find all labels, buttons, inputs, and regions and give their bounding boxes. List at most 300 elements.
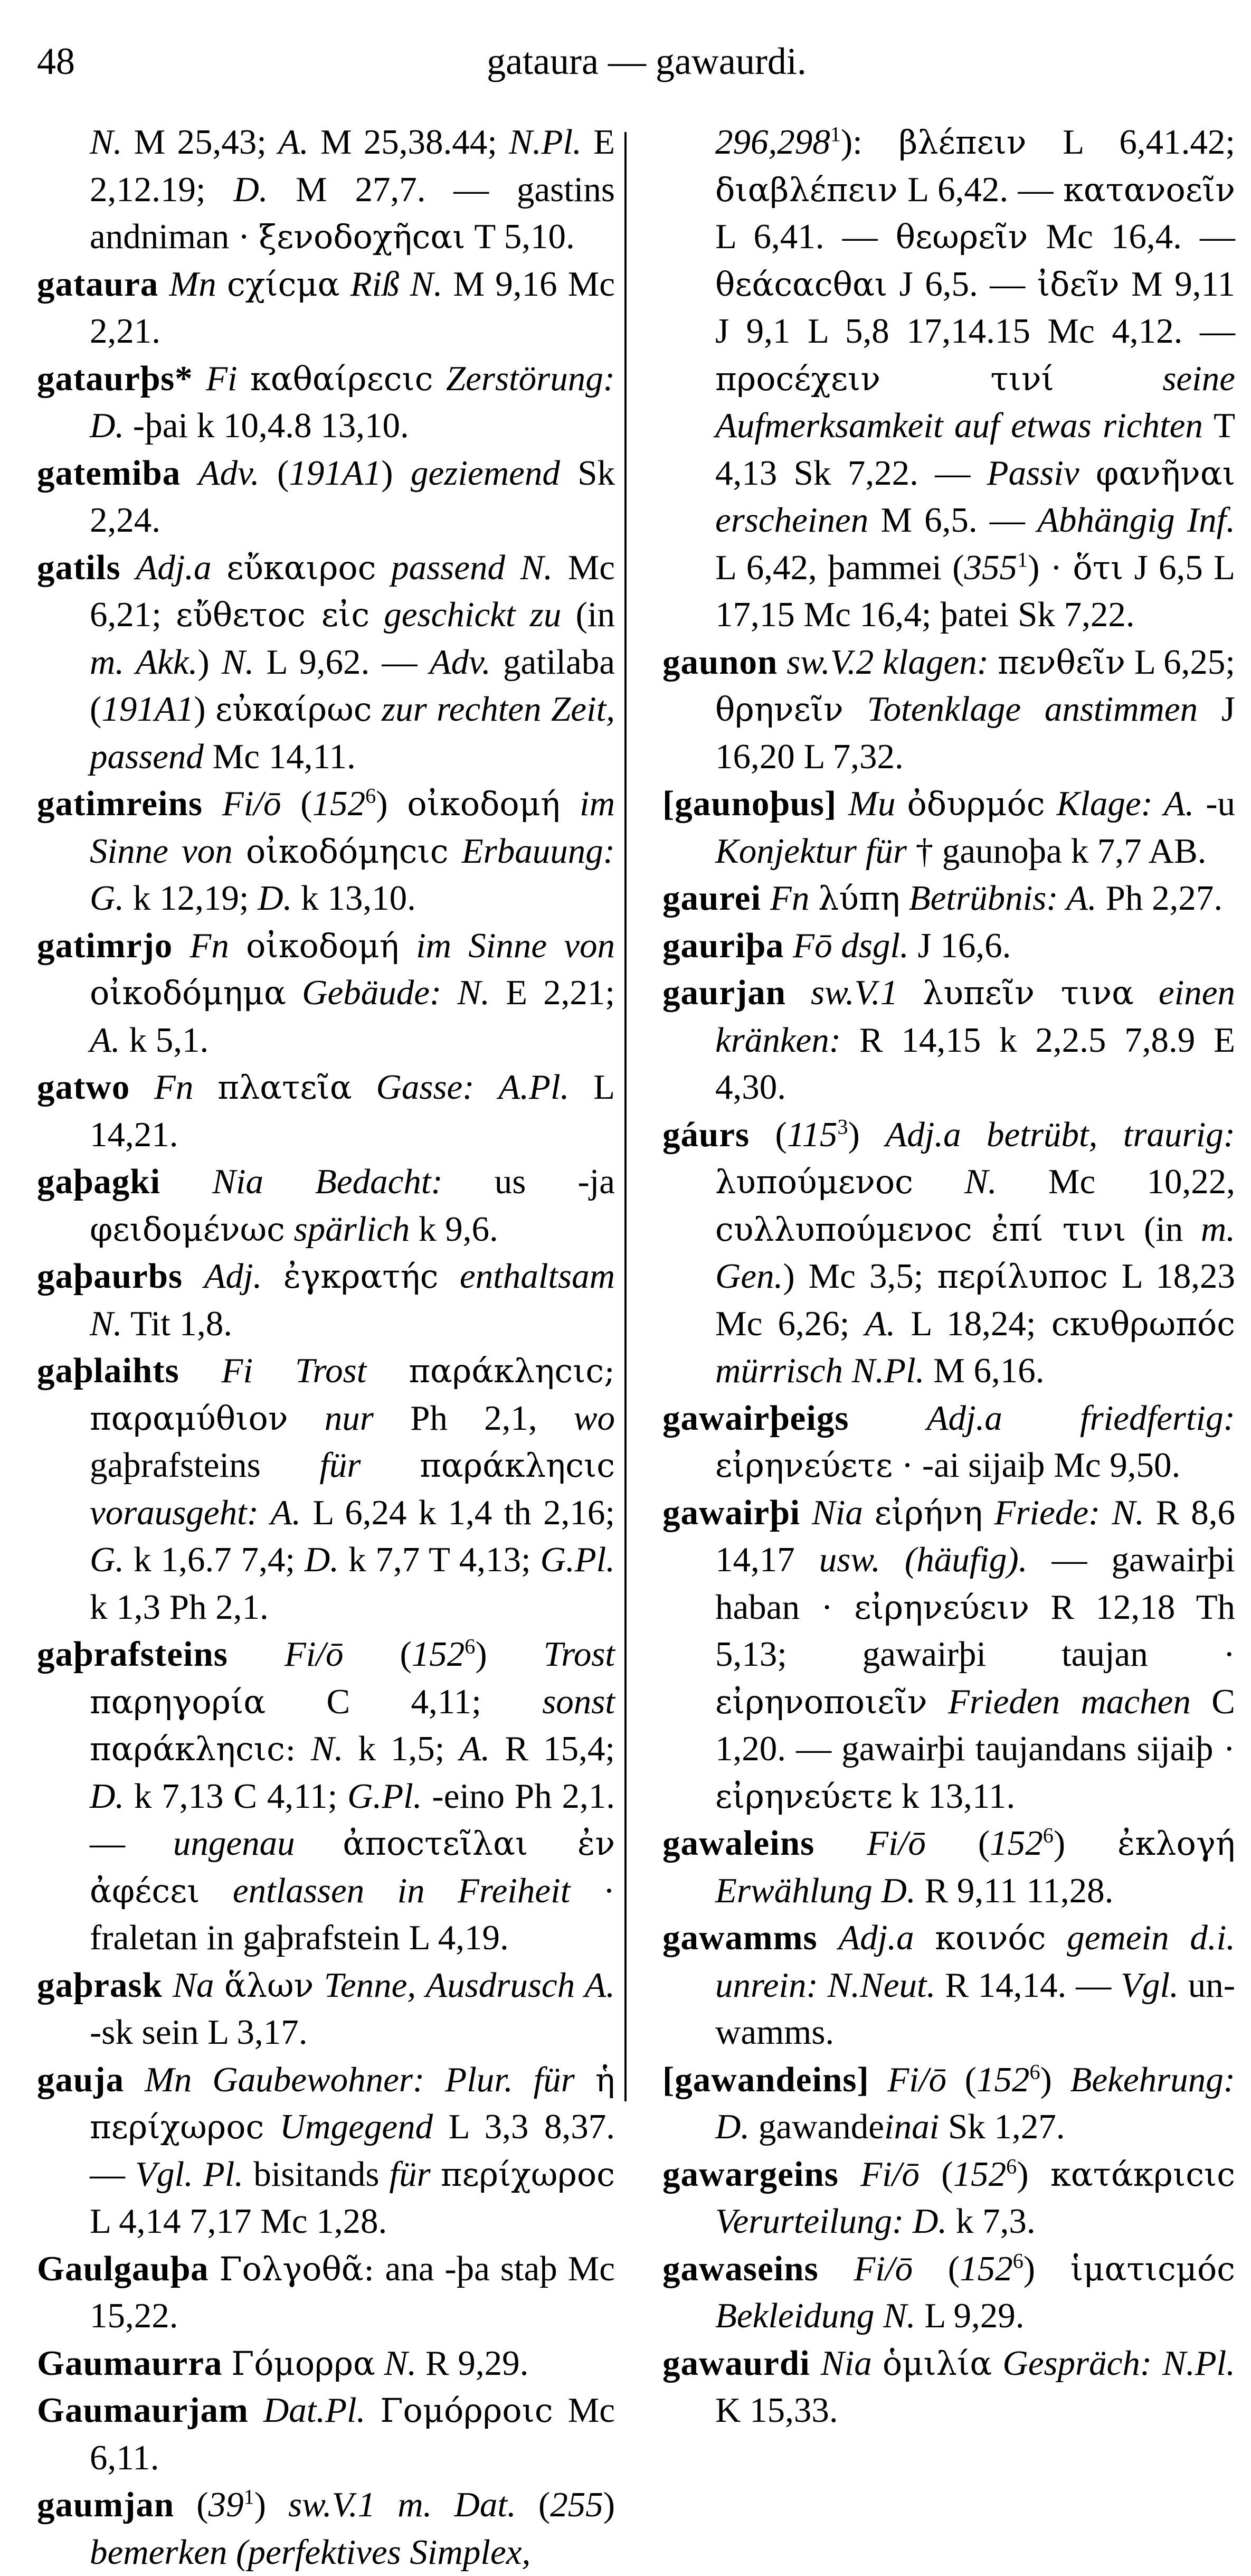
- dictionary-entry: [37, 1064, 615, 1158]
- italic-gloss: A.: [90, 1020, 120, 1060]
- italic-gloss: Riß: [350, 264, 400, 304]
- entry-text: K 15,33.: [715, 2391, 838, 2430]
- entry-text: [121, 548, 136, 587]
- italic-gloss: 152: [312, 784, 366, 823]
- entry-continuation: [662, 119, 1235, 639]
- italic-gloss: Konjektur für: [715, 831, 907, 871]
- entry-text: Mc 10,22,: [997, 1162, 1236, 1201]
- entry-text: [130, 1068, 154, 1107]
- entry-text: -sk sein L 3,17.: [90, 2013, 308, 2052]
- entry-text: [183, 1257, 204, 1296]
- italic-gloss: N.: [384, 2343, 417, 2383]
- entry-text: Tit 1,8.: [122, 1304, 233, 1343]
- entry-text: gatilaba (: [90, 642, 615, 729]
- entry-text: [839, 2155, 860, 2194]
- entry-text: M 27,7. — gastins andniman ·: [90, 169, 615, 256]
- entry-text: ) ·: [1028, 548, 1073, 587]
- entry-text: [863, 1493, 875, 1532]
- entry-text: Sk 2,24.: [90, 453, 615, 540]
- italic-gloss: sw.V.2 klagen:: [786, 642, 989, 682]
- entry-text: ): [848, 1115, 886, 1154]
- italic-gloss: einen kränken:: [715, 973, 1235, 1060]
- italic-gloss: Fi Trost: [221, 1351, 367, 1390]
- headword: Gaumaurjam: [37, 2391, 249, 2430]
- greek-text: ὅτι: [1073, 548, 1124, 587]
- headword: Gaulgauþa: [37, 2249, 209, 2288]
- greek-text: προϲέχειν τινί: [715, 359, 1054, 398]
- entry-text: (: [174, 2485, 209, 2524]
- italic-gloss: N.: [964, 1162, 997, 1201]
- headword: gaþrafsteins: [37, 1635, 228, 1674]
- italic-gloss: Friede: N.: [994, 1493, 1144, 1532]
- italic-gloss: Fn: [770, 879, 810, 918]
- entry-text: M 6,16.: [924, 1351, 1045, 1390]
- greek-text: οἰκοδομή: [407, 785, 561, 823]
- entry-text: [431, 2155, 441, 2194]
- entry-text: † gaunoþa k 7,7 AB.: [906, 831, 1207, 871]
- italic-gloss: 355: [964, 548, 1018, 587]
- entry-text: bisitands: [243, 2154, 390, 2194]
- superscript: 6: [365, 784, 376, 808]
- italic-gloss: sw.V.1: [811, 973, 898, 1012]
- headword: gawamms: [662, 1918, 818, 1957]
- entry-text: L 6,42, þammei (: [715, 548, 964, 587]
- italic-gloss: Umgegend: [279, 2107, 433, 2146]
- entry-text: [361, 1446, 420, 1485]
- entry-text: [800, 1493, 812, 1532]
- italic-gloss: 152: [990, 1824, 1043, 1863]
- italic-gloss: D.: [304, 1540, 339, 1579]
- italic-gloss: Tenne, Ausdrusch A.: [324, 1965, 615, 2005]
- entry-text: [365, 2391, 380, 2430]
- greek-text: ἅλων: [224, 1966, 314, 2005]
- entry-text: -þai k 10,4.8 13,10.: [124, 406, 409, 445]
- entry-text: ): [197, 642, 222, 682]
- entry-text: · fraletan in gaþrafstein L 4,19.: [90, 1871, 615, 1957]
- italic-gloss: Gespräch: N.Pl.: [1002, 2343, 1236, 2383]
- greek-text: θεωρεῖν: [895, 218, 1028, 256]
- dictionary-entry: [37, 2387, 615, 2481]
- dictionary-entry: [662, 2151, 1235, 2245]
- dictionary-entry: [37, 1347, 615, 1631]
- entry-text: k 7,3.: [947, 2202, 1036, 2241]
- italic-gloss: Gasse:: [376, 1068, 475, 1107]
- entry-text: [352, 1068, 376, 1107]
- entry-text: E 2,12.19;: [90, 122, 615, 209]
- entry-text: ): [254, 2485, 289, 2524]
- headword: gawairþi: [662, 1493, 801, 1532]
- entry-text: ): [603, 2485, 615, 2524]
- italic-gloss: 152: [953, 2154, 1007, 2194]
- entry-text: L 14,21.: [90, 1068, 615, 1154]
- entry-text: [209, 2249, 220, 2288]
- dictionary-entry: [662, 1395, 1235, 1489]
- superscript: 6: [1012, 2249, 1023, 2273]
- dictionary-entry: [662, 2056, 1235, 2151]
- entry-text: [193, 1068, 217, 1107]
- greek-text: οἰκοδόμημα: [90, 974, 286, 1012]
- italic-gloss: Fi/ō: [854, 2249, 913, 2288]
- headword: gawairþeigs: [662, 1398, 849, 1438]
- entry-text: [778, 643, 786, 682]
- entry-text: (: [913, 2249, 960, 2288]
- entry-text: [376, 548, 391, 587]
- entry-text: [837, 784, 848, 823]
- entry-text: [438, 1257, 460, 1296]
- italic-gloss: Nia Bedacht:: [212, 1162, 443, 1201]
- superscript: 1: [1017, 548, 1028, 572]
- entry-continuation: [37, 119, 615, 261]
- dictionary-entry: [37, 1158, 615, 1253]
- entry-text: [433, 359, 446, 398]
- dictionary-entry: [662, 1820, 1235, 1914]
- entry-text: k 13,10.: [292, 879, 416, 918]
- entry-text: ): [1040, 2060, 1070, 2099]
- italic-gloss: Frieden machen: [947, 1682, 1191, 1721]
- headword: gataurþs*: [37, 358, 193, 398]
- dictionary-entry: [37, 2245, 615, 2340]
- entry-text: k 1,5;: [343, 1729, 460, 1768]
- entry-text: [399, 926, 416, 965]
- entry-text: [314, 1966, 324, 2005]
- italic-gloss: Erwählung D.: [715, 1871, 916, 1910]
- headword: gaþrask: [37, 1965, 163, 2005]
- headword: gatils: [37, 548, 121, 587]
- greek-text: ἱματιϲμόϲ: [1070, 2249, 1236, 2288]
- italic-gloss: Na: [173, 1965, 214, 2005]
- italic-gloss: 191A1: [101, 690, 194, 729]
- italic-gloss: Adj.a friedfertig:: [926, 1398, 1235, 1438]
- entry-text: [441, 973, 457, 1012]
- greek-text: οἰκοδομή: [246, 926, 399, 965]
- italic-gloss: Adj.a betrübt, traurig:: [885, 1115, 1236, 1154]
- greek-text: ἀποϲτεῖλαι ἐν ἀφέϲει: [90, 1824, 615, 1910]
- entry-text: (in: [561, 595, 615, 634]
- entry-text: L 6,41.42;: [1026, 122, 1235, 162]
- greek-text: λυπούμενοϲ: [715, 1163, 913, 1201]
- entry-text: [560, 784, 580, 823]
- italic-gloss: Bekehrung: D.: [715, 2060, 1236, 2146]
- italic-gloss: D.: [90, 406, 125, 445]
- dictionary-entry: [662, 1489, 1235, 1820]
- entry-text: L 9,62. —: [254, 642, 430, 682]
- italic-gloss: Fō dsgl.: [793, 926, 909, 965]
- entry-text: [784, 926, 793, 965]
- italic-gloss: im Sinne von: [416, 926, 615, 965]
- greek-text: ϲκυθρωπόϲ: [1051, 1304, 1235, 1343]
- dictionary-entry: [662, 922, 1235, 970]
- entry-text: L 6,25;: [1125, 642, 1236, 682]
- superscript: 1: [830, 122, 841, 146]
- italic-gloss: spärlich: [293, 1209, 410, 1249]
- italic-gloss: 152: [411, 1635, 465, 1674]
- entry-text: Mc 16,4. —: [1028, 217, 1235, 256]
- entry-text: [913, 1162, 964, 1201]
- italic-gloss: passend N.: [391, 548, 553, 587]
- entry-text: [927, 1682, 948, 1721]
- entry-text: Mc 6,21;: [90, 548, 615, 634]
- greek-text: πλατεῖα: [217, 1068, 352, 1107]
- entry-text: [264, 2107, 280, 2146]
- dictionary-entry: [37, 2340, 615, 2388]
- entry-text: [900, 879, 909, 918]
- entry-text: ): [1017, 2154, 1050, 2194]
- entry-text: [229, 926, 246, 965]
- italic-gloss: N.: [221, 642, 254, 682]
- column-divider: [624, 132, 627, 2101]
- entry-text: [249, 2391, 263, 2430]
- entry-text: Ph 2,1,: [373, 1398, 574, 1438]
- greek-text: περίχωροϲ: [440, 2155, 615, 2194]
- entry-text: (: [343, 1635, 412, 1674]
- entry-text: L 6,24 k 1,4 th 2,16;: [301, 1493, 615, 1532]
- entry-text: ): [194, 690, 216, 729]
- entry-text: R 14,15 k 2,2.5 7,8.9 E 4,30.: [715, 1020, 1235, 1107]
- greek-text: κοινόϲ: [935, 1919, 1046, 1957]
- page-header: [0, 40, 1251, 98]
- entry-text: [809, 879, 818, 918]
- italic-gloss: Verurteilung: D.: [715, 2202, 947, 2241]
- italic-gloss: 39: [208, 2485, 244, 2524]
- dictionary-entry: [37, 450, 615, 544]
- italic-gloss: Fi/ō: [887, 2060, 947, 2099]
- entry-text: [295, 1824, 343, 1863]
- italic-gloss: inai: [884, 2107, 940, 2146]
- headword: gaþlaihts: [37, 1351, 179, 1390]
- entry-text: k 13,11.: [893, 1776, 1016, 1816]
- dictionary-entry: [37, 1962, 615, 2056]
- entry-text: [288, 1399, 325, 1438]
- italic-gloss: 255: [550, 2485, 603, 2524]
- entry-text: ana -þa staþ Mc 15,22.: [90, 2249, 615, 2335]
- dictionary-entry: [37, 544, 615, 781]
- entry-text: k 5,1.: [120, 1020, 209, 1060]
- superscript: 3: [837, 1115, 848, 1139]
- entry-text: us -ja: [442, 1162, 615, 1201]
- entry-text: M 25,43;: [122, 122, 279, 162]
- headword: gáurs: [662, 1115, 750, 1154]
- entry-text: [181, 454, 198, 493]
- italic-gloss: entlassen in Freiheit: [232, 1871, 571, 1910]
- italic-gloss: Fn: [154, 1068, 194, 1107]
- dictionary-entry: [37, 261, 615, 355]
- greek-text: ὀδυρμόϲ: [907, 785, 1045, 823]
- entry-text: [262, 1257, 283, 1296]
- entry-text: M 9,11 J 9,1 L 5,8 17,14.15 Mc 4,12. —: [715, 264, 1236, 351]
- italic-gloss: enthaltsam N.: [90, 1257, 615, 1343]
- italic-gloss: Adj.a: [136, 548, 212, 587]
- greek-text: Γομόρροιϲ: [380, 2391, 553, 2430]
- italic-gloss: für: [389, 2154, 431, 2194]
- headword: gawaleins: [662, 1824, 815, 1863]
- italic-gloss: N.: [410, 264, 443, 304]
- greek-text: φειδομένωϲ: [90, 1210, 285, 1249]
- italic-gloss: seine Aufmerksamkeit auf etwas richten: [715, 358, 1236, 445]
- italic-gloss: A.: [278, 122, 309, 162]
- headword: gaunon: [662, 642, 778, 682]
- entry-text: [400, 265, 410, 304]
- entry-text: [898, 973, 923, 1012]
- headword: gawargeins: [662, 2154, 839, 2194]
- greek-text: ἐκλογή: [1117, 1824, 1236, 1863]
- headword: gawaseins: [662, 2249, 819, 2288]
- entry-text: M 6,5. —: [868, 501, 1038, 540]
- italic-gloss: A.: [270, 1493, 301, 1532]
- headword: gawaurdi: [662, 2343, 810, 2383]
- italic-gloss: Fi: [206, 358, 238, 398]
- entry-text: [761, 879, 770, 918]
- entry-text: [286, 973, 302, 1012]
- italic-gloss: m. Akk.: [90, 642, 198, 682]
- italic-gloss: Adv.: [429, 642, 491, 682]
- entry-text: -eino Ph 2,1. —: [90, 1776, 615, 1863]
- greek-text: παράκληϲιϲ: [420, 1446, 615, 1485]
- dictionary-entry: [662, 780, 1235, 875]
- superscript: 6: [1029, 2060, 1040, 2084]
- entry-text: k 1,3 Ph 2,1.: [90, 1587, 269, 1627]
- greek-text: οἰκοδόμηϲιϲ: [245, 832, 449, 871]
- italic-gloss: sw.V.1 m. Dat.: [288, 2485, 516, 2524]
- italic-gloss: Totenklage anstimmen: [867, 690, 1198, 729]
- entry-text: [449, 832, 462, 871]
- headword: [gawandeins]: [662, 2060, 869, 2099]
- running-head: gataura — gawaurdi.: [487, 40, 807, 82]
- greek-text: θρηνεῖν: [715, 690, 844, 729]
- entry-text: [179, 1351, 222, 1390]
- entry-text: k 12,19;: [124, 879, 258, 918]
- headword: gataura: [37, 264, 159, 304]
- entry-text: [983, 1493, 994, 1532]
- entry-text: (: [750, 1115, 787, 1154]
- italic-gloss: Mn: [169, 264, 216, 304]
- entry-text: [238, 359, 250, 398]
- italic-gloss: Fi/ō: [860, 2154, 920, 2194]
- italic-gloss: Adj.: [204, 1257, 262, 1296]
- greek-text: περίλυποϲ: [937, 1257, 1108, 1296]
- italic-gloss: D.: [90, 1776, 125, 1816]
- entry-text: [375, 2344, 384, 2383]
- italic-gloss: Fi/ō: [284, 1635, 344, 1674]
- greek-text: κατανοεῖν: [1063, 170, 1235, 209]
- entry-text: R 9,29.: [416, 2343, 529, 2383]
- headword: gatimrjo: [37, 926, 173, 965]
- entry-text: [372, 690, 382, 729]
- entry-text: ): [376, 784, 407, 823]
- entry-text: [872, 2344, 883, 2383]
- entry-text: ):: [840, 122, 899, 162]
- italic-gloss: D.: [258, 879, 292, 918]
- italic-gloss: Adj.a: [838, 1918, 914, 1957]
- italic-gloss: D.: [233, 169, 268, 209]
- italic-gloss: Nia: [820, 2343, 872, 2383]
- entry-text: C 4,11;: [266, 1682, 543, 1721]
- entry-text: un-wamms.: [715, 1965, 1236, 2052]
- entry-text: J 6,5 L 17,15 Mc 16,4; þatei Sk 7,22.: [715, 548, 1236, 634]
- entry-text: [475, 1068, 499, 1107]
- greek-text: παράκληϲιϲ; παραμύθιον: [90, 1352, 615, 1438]
- entry-text: [914, 1918, 935, 1957]
- italic-gloss: Passiv: [987, 453, 1079, 493]
- headword: gatimreins: [37, 784, 203, 823]
- italic-gloss: Fn: [189, 926, 229, 965]
- italic-gloss: N.Pl.: [509, 122, 582, 162]
- entry-text: -u: [1194, 784, 1236, 823]
- italic-gloss: N.: [310, 1729, 344, 1768]
- entry-text: k 7,7 T 4,13;: [339, 1540, 541, 1579]
- dictionary-entry: [662, 2245, 1235, 2340]
- italic-gloss: A.: [865, 1304, 896, 1343]
- entry-text: J 16,6.: [908, 926, 1011, 965]
- entry-text: [819, 2249, 854, 2288]
- greek-text: ἐγκρατήϲ: [283, 1257, 439, 1296]
- italic-gloss: Vgl. Pl.: [135, 2154, 244, 2194]
- entry-text: ) Mc 3,5;: [783, 1257, 937, 1296]
- right-column: [662, 119, 1235, 2435]
- entry-text: (in: [1126, 1209, 1201, 1249]
- entry-text: (: [259, 453, 289, 493]
- entry-text: ): [381, 453, 411, 493]
- entry-text: [228, 1635, 285, 1674]
- italic-gloss: usw. (häufig).: [819, 1540, 1028, 1579]
- entry-text: [222, 2344, 231, 2383]
- italic-gloss: zur rechten Zeit, passend: [90, 690, 615, 776]
- headword: gaþaurbs: [37, 1257, 183, 1296]
- italic-gloss: 296,298: [715, 122, 830, 162]
- page-number: 48: [37, 40, 75, 82]
- dictionary-entry: [662, 2340, 1235, 2435]
- entry-text: L 4,14 7,17 Mc 1,28.: [90, 2202, 387, 2241]
- greek-text: εἰρηνεύετε: [715, 1777, 893, 1816]
- greek-text: εἰρηνοποιεῖν: [715, 1682, 927, 1721]
- italic-gloss: Adv.: [198, 453, 260, 493]
- italic-gloss: ungenau: [173, 1824, 295, 1863]
- entry-text: [992, 2344, 1002, 2383]
- entry-text: [989, 643, 998, 682]
- entry-text: [173, 926, 189, 965]
- italic-gloss: Abhängig Inf.: [1037, 501, 1236, 540]
- entry-text: k 9,6.: [410, 1209, 498, 1249]
- headword: gaumjan: [37, 2485, 175, 2524]
- italic-gloss: Gebäude:: [302, 973, 442, 1012]
- entry-text: [296, 1729, 311, 1768]
- entry-text: [896, 784, 907, 823]
- entry-text: R 14,14. —: [935, 1965, 1121, 2005]
- entry-text: [163, 1966, 173, 2005]
- entry-text: [786, 973, 811, 1012]
- entry-text: [575, 2060, 595, 2099]
- entry-text: (: [281, 784, 312, 823]
- entry-text: [259, 1493, 270, 1532]
- italic-gloss: vorausgeht:: [90, 1493, 259, 1532]
- entry-text: [849, 1399, 926, 1438]
- entry-text: [1046, 1918, 1067, 1957]
- greek-text: Γολγοθᾶ:: [219, 2249, 375, 2288]
- entry-text: ): [475, 1635, 544, 1674]
- entry-text: L 3,3 8,37. —: [90, 2107, 615, 2194]
- italic-gloss: geschickt zu: [384, 595, 562, 634]
- entry-text: [814, 1824, 867, 1863]
- italic-gloss: Bekleidung N.: [715, 2296, 916, 2335]
- entry-text: T 5,10.: [465, 217, 575, 256]
- italic-gloss: 152: [960, 2249, 1013, 2288]
- entry-text: Mc 6,11.: [90, 2391, 615, 2477]
- entry-text: [214, 1966, 224, 2005]
- entry-text: [203, 784, 222, 823]
- entry-text: [869, 2060, 888, 2099]
- dictionary-entry: [37, 1253, 615, 1347]
- italic-gloss: geziemend: [411, 453, 560, 493]
- greek-text: εὐκαίρωϲ: [215, 690, 372, 729]
